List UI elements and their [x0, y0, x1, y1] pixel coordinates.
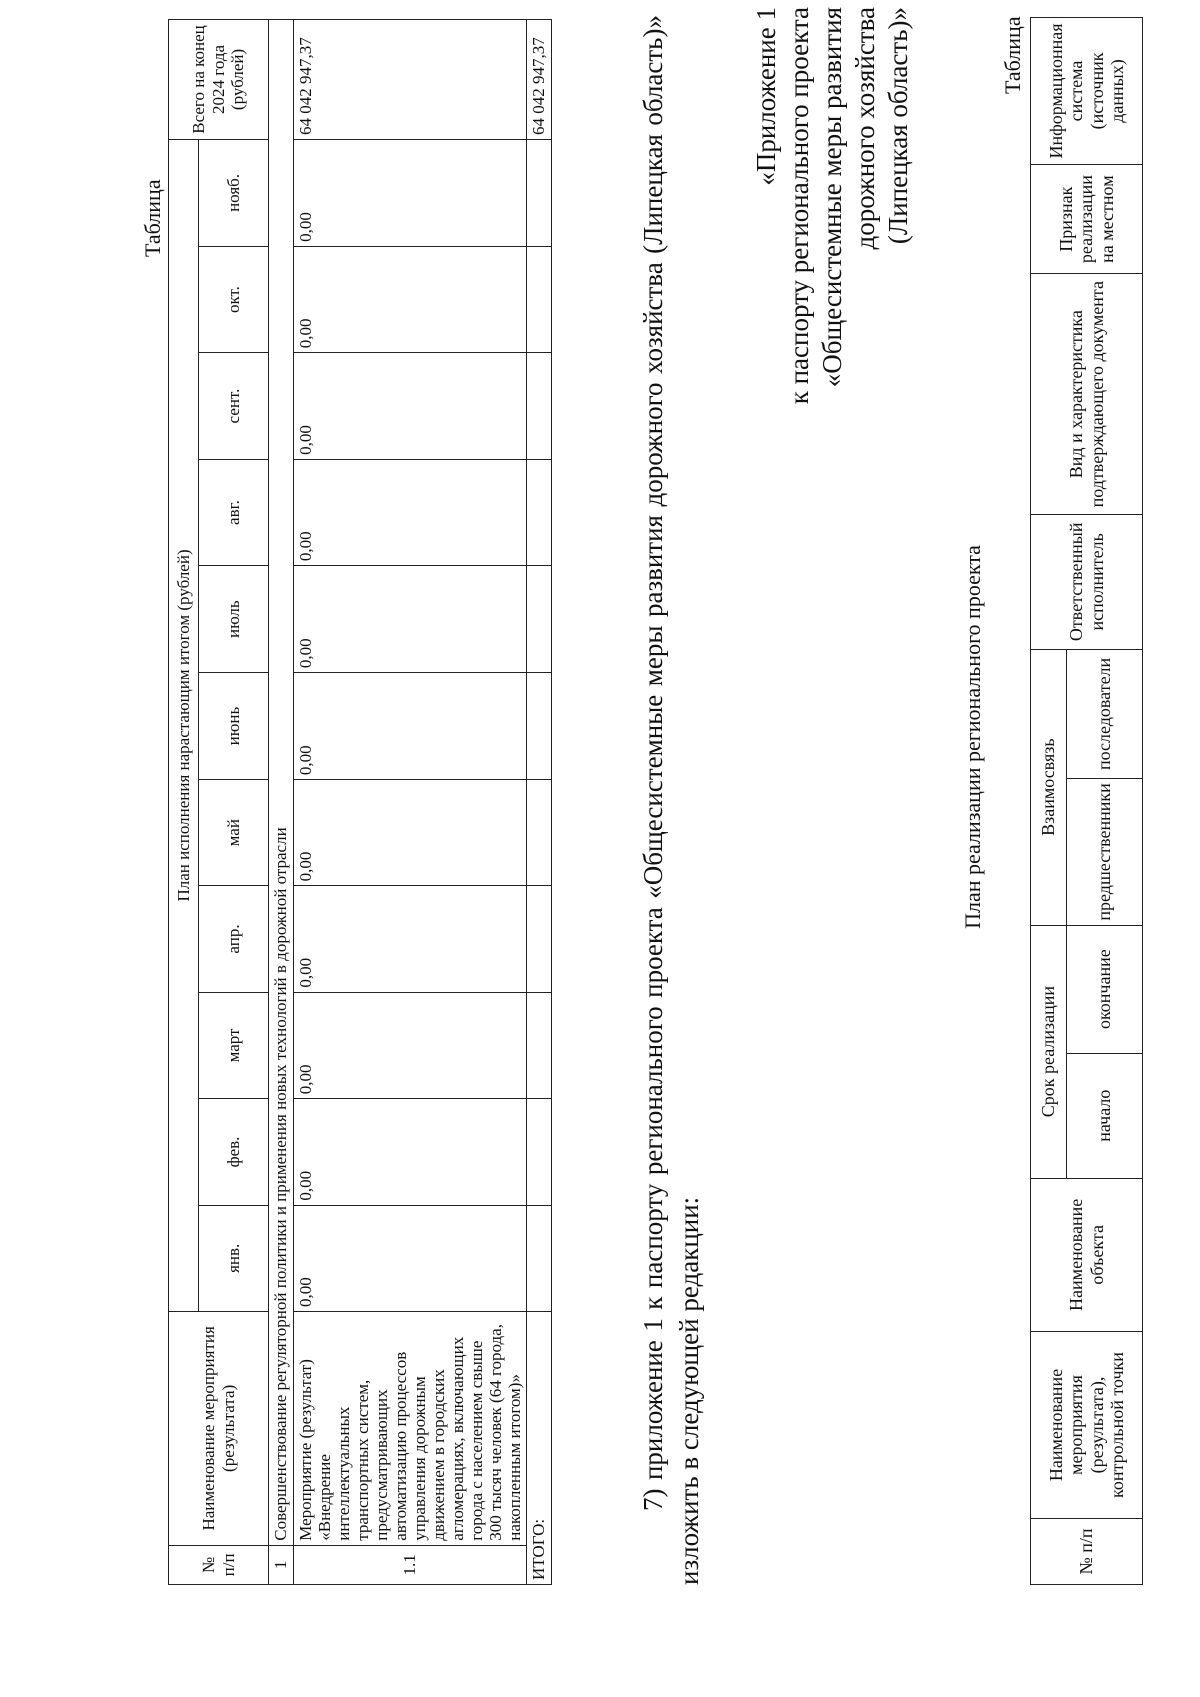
t2-header-term: Срок реализации: [1031, 925, 1067, 1178]
appendix-line: дорожного хозяйства: [849, 7, 880, 250]
execution-plan-table: [168, 19, 552, 1585]
t2-header-no: № п/п: [1031, 1518, 1143, 1584]
row-value: 0,00: [294, 566, 527, 673]
t2-header-successors: последователи: [1067, 649, 1143, 779]
appendix-line: (Липецкая область)»: [882, 7, 913, 245]
t2-header-local: Признак реализации на местном: [1031, 164, 1143, 273]
header-total: Всего на конец 2024 года (рублей): [169, 20, 269, 140]
plan-title: План реализации регионального проекта: [960, 545, 985, 929]
row-value: 0,00: [294, 139, 527, 246]
header-month: март: [199, 992, 269, 1099]
header-month: апр.: [199, 886, 269, 992]
row-value: 0,00: [294, 1099, 527, 1205]
header-month: авг.: [199, 459, 269, 565]
section-no: 1: [269, 1545, 294, 1584]
header-plan: План исполнения нарастающим итогом (рублей): [169, 139, 199, 1311]
row-value: 0,00: [294, 673, 527, 780]
row-name: Мероприятие (результат) «Внедрение интеллектуальных транспортных систем, предусматривающих автоматизацию процессов управления дорожным движением в городских агломерациях, включающих города с населением свыше 300 тысяч человек (64 города, накопленным итогом)»: [294, 1311, 527, 1545]
appendix-header: [750, 7, 915, 407]
row-value: 0,00: [294, 1205, 527, 1311]
header-no: № п/п: [169, 1545, 269, 1584]
row-value: 0,00: [294, 353, 527, 460]
t2-header-start: начало: [1067, 1053, 1143, 1178]
appendix-line: «Приложение 1: [751, 7, 781, 186]
header-month: сент.: [199, 353, 269, 460]
t2-header-responsible: Ответственный исполнитель: [1031, 514, 1143, 649]
t2-header-relation: Взаимосвязь: [1031, 649, 1067, 925]
implementation-plan-table: [1030, 17, 1143, 1585]
row-value: 0,00: [294, 886, 527, 992]
row-value: 0,00: [294, 246, 527, 352]
row-value: 0,00: [294, 992, 527, 1099]
table1-caption: Таблица: [140, 179, 165, 257]
row-value: 0,00: [294, 459, 527, 565]
amendment-paragraph: 7) приложение 1 к паспорту регионального проекта «Общесистемные меры развития дорожного хозяйства (Липецкая область)» изложить в следующей редакции:: [638, 15, 705, 1585]
section-title: Совершенствование регуляторной политики и применения новых технологий в дорожной отрасли: [269, 20, 294, 1546]
header-name: Наименование мероприятия (результата): [169, 1311, 269, 1545]
header-month: нояб.: [199, 139, 269, 246]
t2-header-infosystem: Информационная система (источник данных): [1031, 18, 1143, 165]
t2-header-object: Наименование объекта: [1031, 1178, 1143, 1331]
header-month: май: [199, 780, 269, 886]
header-month: фев.: [199, 1099, 269, 1205]
header-month: июль: [199, 566, 269, 673]
appendix-line: к паспорту регионального проекта: [783, 7, 814, 405]
header-month: янв.: [199, 1205, 269, 1311]
itogo-total: 64 042 947,37: [527, 20, 552, 140]
table2-caption: Таблица: [1000, 16, 1025, 94]
t2-header-document: Вид и характеристика подтверждающего документа: [1031, 274, 1143, 515]
header-month: окт.: [199, 246, 269, 352]
row-total: 64 042 947,37: [294, 20, 527, 140]
row-value: 0,00: [294, 780, 527, 886]
itogo-label: ИТОГО:: [527, 1311, 552, 1584]
t2-header-name: Наименование мероприятия (результата), контрольной точки: [1031, 1332, 1143, 1519]
t2-header-end: окончание: [1067, 925, 1143, 1053]
header-month: июнь: [199, 673, 269, 780]
t2-header-predecessors: предшественники: [1067, 779, 1143, 925]
row-no: 1.1: [294, 1545, 527, 1584]
appendix-line: «Общесистемные меры развития: [816, 7, 847, 388]
